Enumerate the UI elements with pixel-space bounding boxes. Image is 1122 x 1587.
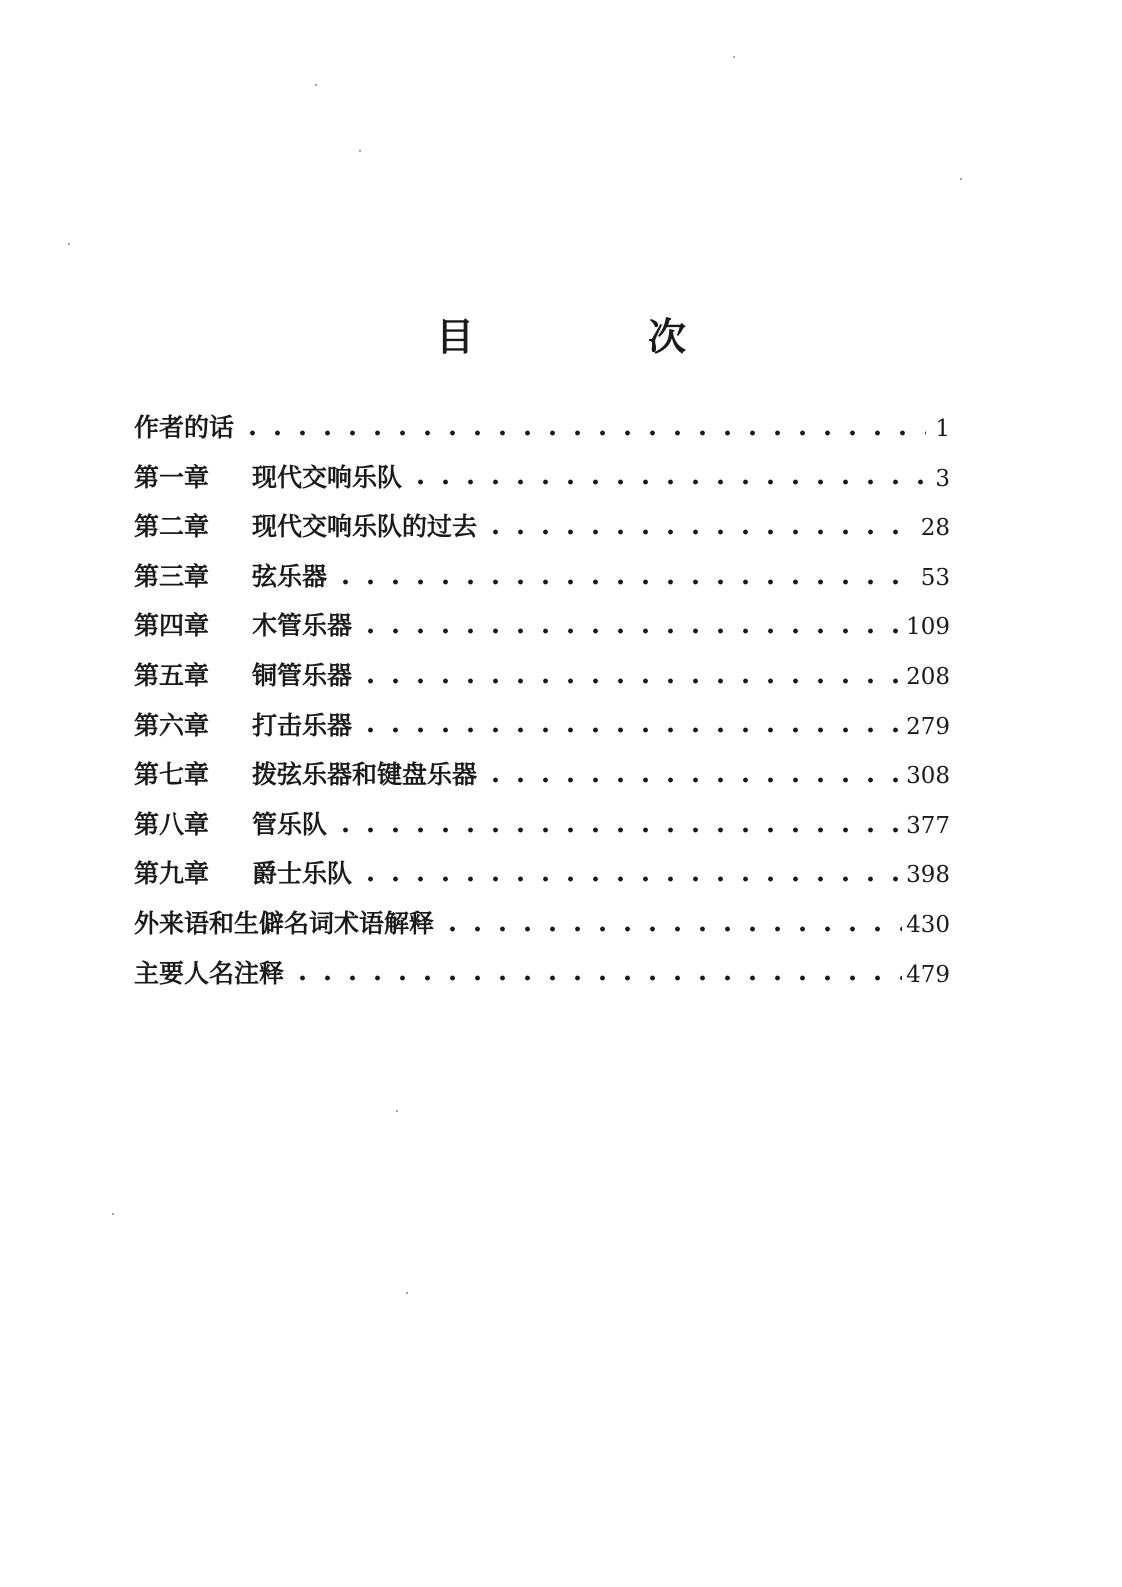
toc-entry-chapter-8[interactable]: [134, 805, 950, 855]
toc-entry-chapter-6[interactable]: [134, 706, 950, 756]
dot-leader: [240, 427, 926, 439]
toc-entry-title: 现代交响乐队的过去: [252, 512, 478, 542]
dot-leader: [333, 576, 917, 588]
toc-entry-chapter-5[interactable]: [134, 656, 950, 706]
scan-speck: [315, 84, 317, 86]
toc-entry-chapter: 第五章: [134, 660, 210, 690]
toc-entry-title: 木管乐器: [252, 611, 353, 641]
toc-entry-page: 308: [906, 763, 950, 790]
dot-leader: [333, 824, 902, 836]
dot-leader: [408, 476, 926, 488]
toc-entry-page: 28: [920, 515, 950, 542]
toc-entry-title: 打击乐器: [252, 710, 353, 740]
toc-entry-page: 53: [920, 564, 950, 591]
page-title: 目 次: [435, 314, 754, 359]
dot-leader: [440, 923, 902, 935]
toc-entry-title: 现代交响乐队: [252, 462, 403, 492]
toc-entry-page: 109: [906, 614, 950, 641]
toc-entry-page: 1: [935, 416, 950, 442]
toc-entry-page: 430: [906, 911, 950, 938]
toc-entry-chapter-1[interactable]: [134, 458, 950, 508]
toc-entry-page: 3: [935, 465, 950, 492]
toc-entry-title: 管乐队: [252, 809, 328, 839]
toc-entry-title: 作者的话: [134, 413, 235, 442]
toc-entry-chapter-7[interactable]: [134, 755, 950, 805]
dot-leader: [483, 774, 902, 786]
toc-entry-glossary[interactable]: [134, 904, 950, 954]
toc-entry-chapter-4[interactable]: [134, 606, 950, 656]
toc-entry-chapter: 第一章: [134, 462, 210, 492]
toc-entry-page: 279: [906, 713, 950, 740]
scan-speck: [396, 1110, 398, 1112]
scan-speck: [359, 150, 361, 152]
table-of-contents: [134, 408, 950, 1003]
toc-entry-chapter: 第六章: [134, 710, 210, 740]
toc-entry-chapter: 第八章: [134, 809, 210, 839]
toc-entry-page: 377: [906, 812, 950, 839]
toc-entry-chapter: 第四章: [134, 611, 210, 641]
scan-speck: [733, 56, 735, 58]
toc-entry-preface[interactable]: [134, 408, 950, 458]
scan-speck: [112, 1213, 114, 1215]
toc-entry-title: 铜管乐器: [252, 660, 353, 690]
dot-leader: [358, 675, 902, 687]
dot-leader: [290, 972, 902, 984]
toc-entry-title: 爵士乐队: [252, 859, 353, 889]
toc-entry-page: 208: [906, 663, 950, 690]
scan-speck: [406, 1292, 408, 1294]
toc-entry-title: 弦乐器: [252, 561, 328, 591]
dot-leader: [358, 724, 902, 736]
toc-entry-page: 398: [906, 862, 950, 889]
scan-speck: [68, 243, 70, 245]
toc-entry-title: 外来语和生僻名词术语解释: [134, 908, 435, 938]
toc-entry-chapter-2[interactable]: [134, 507, 950, 557]
scan-speck: [960, 178, 962, 180]
toc-entry-chapter: 第七章: [134, 760, 210, 790]
toc-entry-chapter-3[interactable]: [134, 557, 950, 607]
dot-leader: [358, 625, 902, 637]
toc-entry-chapter: 第三章: [134, 561, 210, 591]
toc-entry-chapter-9[interactable]: [134, 854, 950, 904]
dot-leader: [358, 873, 902, 885]
toc-entry-title: 拨弦乐器和键盘乐器: [252, 760, 478, 790]
toc-entry-title: 主要人名注释: [134, 958, 285, 988]
toc-entry-chapter: 第九章: [134, 859, 210, 889]
toc-entry-chapter: 第二章: [134, 512, 210, 542]
toc-entry-name-notes[interactable]: [134, 954, 950, 1004]
toc-entry-page: 479: [906, 961, 950, 988]
dot-leader: [483, 526, 917, 538]
